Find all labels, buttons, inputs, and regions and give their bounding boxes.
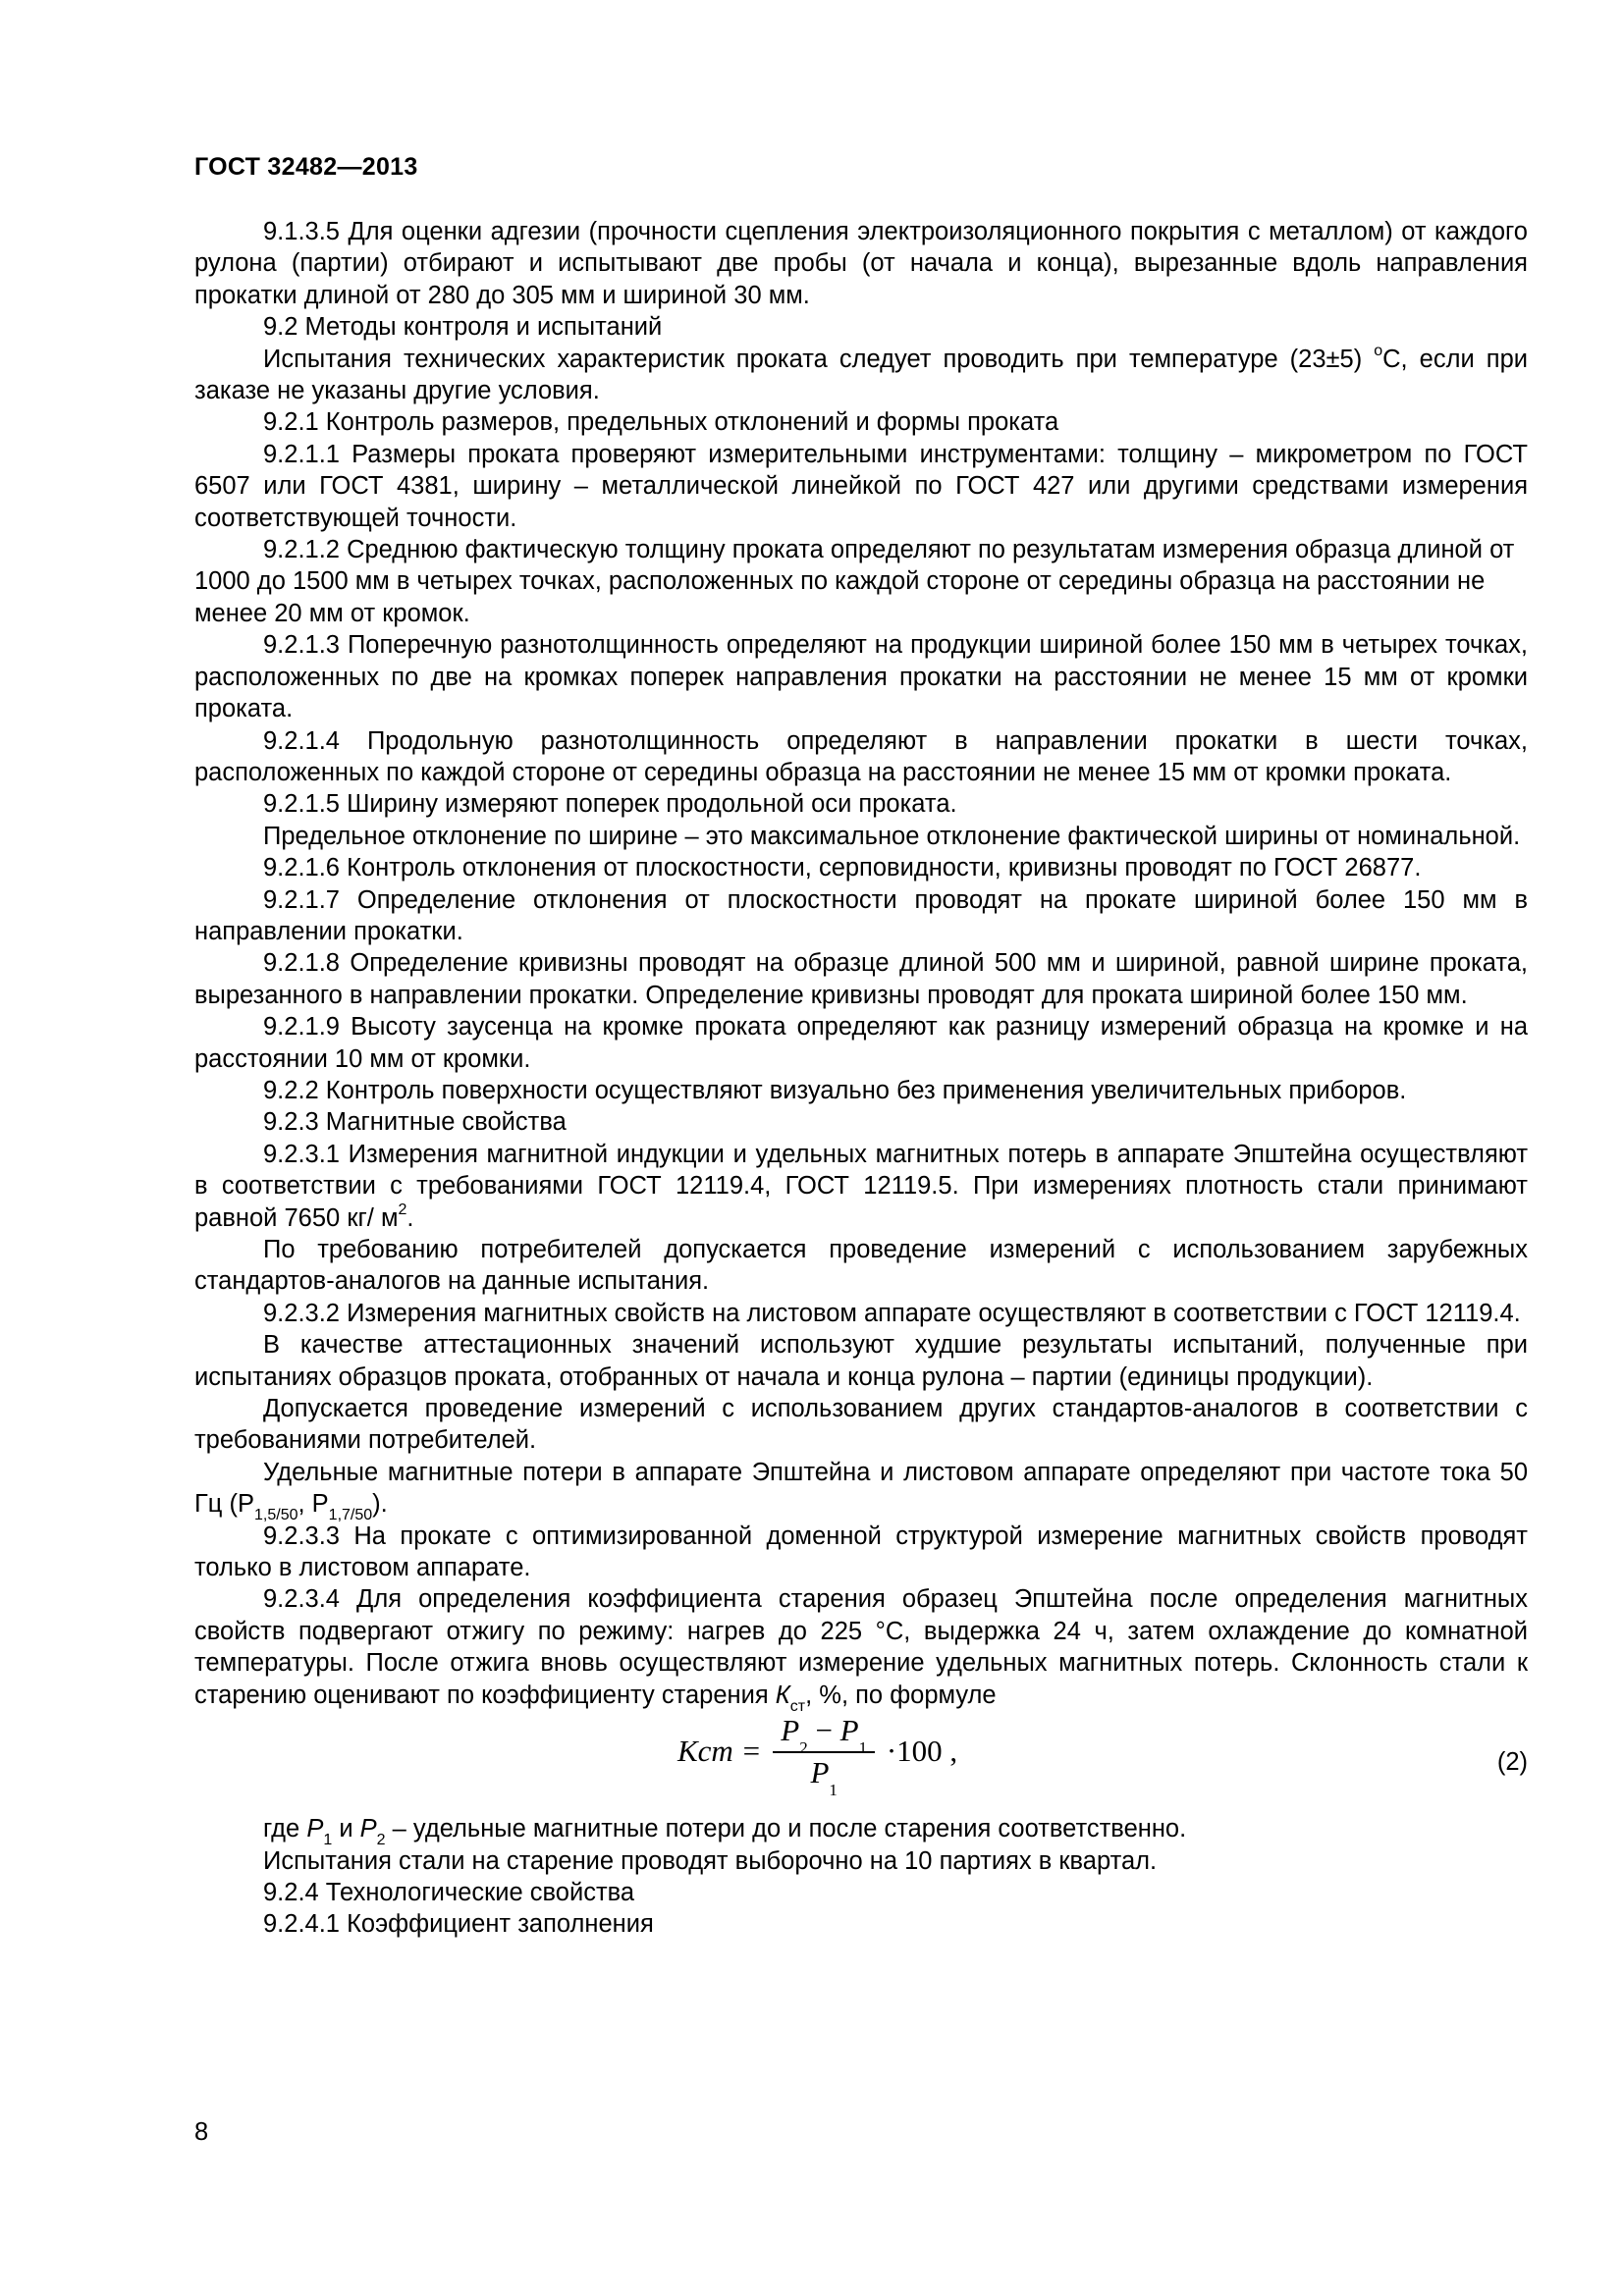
aging-coefficient-formula	[677, 1713, 958, 1799]
paragraph-9-1-3-5: 9.1.3.5 Для оценки адгезии (прочности сцепления электроизоляционного покрытия с металлом) от каждого рулона (партии) отбирают и испытывают две пробы (от начала и конца), вырезанные вдоль направления прокатки длиной от 280 до 305 мм и шириной 30 мм.	[194, 218, 1528, 309]
paragraph-where-p1-p2: где $Р_1$ и $Р_2$ – удельные магнитные потери до и после старения соответственно.	[263, 1815, 1187, 1849]
paragraph-9-2-3-3: 9.2.3.3 На прокате с оптимизированной доменной структурой измерение магнитных свойств проводят только в листовом аппарате.	[194, 1522, 1528, 1582]
paragraph-9-2-3-4: 9.2.3.4 Для определения коэффициента старения образец Эпштейна после определения магнитных свойств подвергают отжигу по режиму: нагрев до 225 °С, выдержка 24 ч, затем охлаждение до комнатной температуры. После отжига вновь осуществляют измерение удельных магнитных потерь. Склонность стали к старению оценивают по коэффициенту старения $К_{ст}$, %, по формуле	[194, 1585, 1528, 1715]
paragraph-foreign-standards: По требованию потребителей допускается проведение измерений с использованием зарубежных стандартов-аналогов на данные испытания.	[194, 1236, 1528, 1296]
equation-number: (2)	[1496, 1748, 1528, 1777]
formula-fraction	[773, 1713, 875, 1799]
paragraph-9-2-1-9: 9.2.1.9 Высоту заусенца на кромке проката определяют как разницу измерений образца на кромке и на расстоянии 10 мм от кромки.	[194, 1013, 1528, 1073]
formula-rhs: ·100 ,	[886, 1734, 958, 1769]
document-header: ГОСТ 32482—2013	[194, 153, 418, 181]
page-number: 8	[194, 2118, 209, 2146]
paragraph-9-2-1-1: 9.2.1.1 Размеры проката проверяют измерительными инструментами: толщину – микрометром по ГОСТ 6507 или ГОСТ 4381, ширину – металлической линейкой по ГОСТ 427 или другими средствами измерения соответствующей точности.	[194, 440, 1528, 532]
paragraph-aging-tests: Испытания стали на старение проводят выборочно на 10 партиях в квартал.	[263, 1846, 1158, 1875]
paragraph-9-2-1-4: 9.2.1.4 Продольную разнотолщинность определяют в направлении прокатки в шести точках, расположенных по каждой стороне от середины образца на расстоянии не менее 15 мм от кромки проката.	[194, 726, 1528, 786]
paragraph-width-deviation: Предельное отклонение по ширине – это максимальное отклонение фактической ширины от номинальной.	[263, 822, 1521, 850]
section-heading-9-2: 9.2 Методы контроля и испытаний	[263, 313, 663, 342]
paragraph-9-2-1-5: 9.2.1.5 Ширину измеряют поперек продольной оси проката.	[263, 790, 957, 819]
section-heading-9-2-4: 9.2.4 Технологические свойства	[263, 1878, 635, 1906]
paragraph-9-2-2: 9.2.2 Контроль поверхности осуществляют визуально без применения увеличительных приборов.	[263, 1076, 1407, 1104]
formula-block	[194, 1711, 1528, 1813]
paragraph-9-2-3-2: 9.2.3.2 Измерения магнитных свойств на листовом аппарате осуществляют в соответствии с ГОСТ 12119.4.	[263, 1299, 1521, 1327]
document-body	[194, 216, 1528, 1941]
paragraph-9-2-3-1: 9.2.3.1 Измерения магнитной индукции и удельных магнитных потерь в аппарате Эпштейна осуществляют в соответствии с требованиями ГОСТ 12119.4, ГОСТ 12119.5. При измерениях плотность стали принимают равной 7650 кг/ $м^2$.	[194, 1140, 1528, 1232]
paragraph-specific-losses: Удельные магнитные потери в аппарате Эпштейна и листовом аппарате определяют при частоте тока 50 Гц ($Р_{1,5/50}$, $Р_{1,7/50}$).	[194, 1458, 1528, 1524]
paragraph-9-2-1-7: 9.2.1.7 Определение отклонения от плоскостности проводят на прокате шириной более 150 мм в направлении прокатки.	[194, 885, 1528, 945]
paragraph-other-standards: Допускается проведение измерений с использованием других стандартов-аналогов в соответствии с требованиями потребителей.	[194, 1395, 1528, 1455]
paragraph-test-conditions: Испытания технических характеристик проката следует проводить при температуре (23±5) $^o$C, если при заказе не указаны другие условия.	[194, 343, 1528, 405]
formula-lhs: Kcт =	[677, 1734, 762, 1769]
section-heading-9-2-4-1: 9.2.4.1 Коэффициент заполнения	[263, 1910, 654, 1939]
paragraph-9-2-1-6: 9.2.1.6 Контроль отклонения от плоскостности, серповидности, кривизны проводят по ГОСТ 26877.	[263, 854, 1422, 882]
paragraph-certification-values: В качестве аттестационных значений используют худшие результаты испытаний, полученные при испытаниях образцов проката, отобранных от начала и конца рулона – партии (единицы продукции).	[194, 1331, 1528, 1391]
paragraph-9-2-1-3: 9.2.1.3 Поперечную разнотолщинность определяют на продукции шириной более 150 мм в четырех точках, расположенных по две на кромках поперек направления прокатки на расстоянии не менее 15 мм от кромки проката.	[194, 631, 1528, 723]
formula-numerator: $P_2 - P_1$	[773, 1715, 875, 1752]
section-heading-9-2-3: 9.2.3 Магнитные свойства	[263, 1108, 567, 1137]
paragraph-9-2-1-2: 9.2.1.2 Среднюю фактическую толщину проката определяют по результатам измерения образца длиной от 1000 до 1500 мм в четырех точках, расположенных по каждой стороне от середины образца на расстоянии не менее 20 мм от кромок.	[194, 536, 1515, 627]
paragraph-9-2-1-8: 9.2.1.8 Определение кривизны проводят на образце длиной 500 мм и шириной, равной ширине проката, вырезанного в направлении прокатки. Определение кривизны проводят для проката шириной более 150 мм.	[194, 949, 1528, 1009]
formula-denominator: $P_1$	[810, 1754, 838, 1799]
section-heading-9-2-1: 9.2.1 Контроль размеров, предельных отклонений и формы проката	[263, 408, 1059, 437]
